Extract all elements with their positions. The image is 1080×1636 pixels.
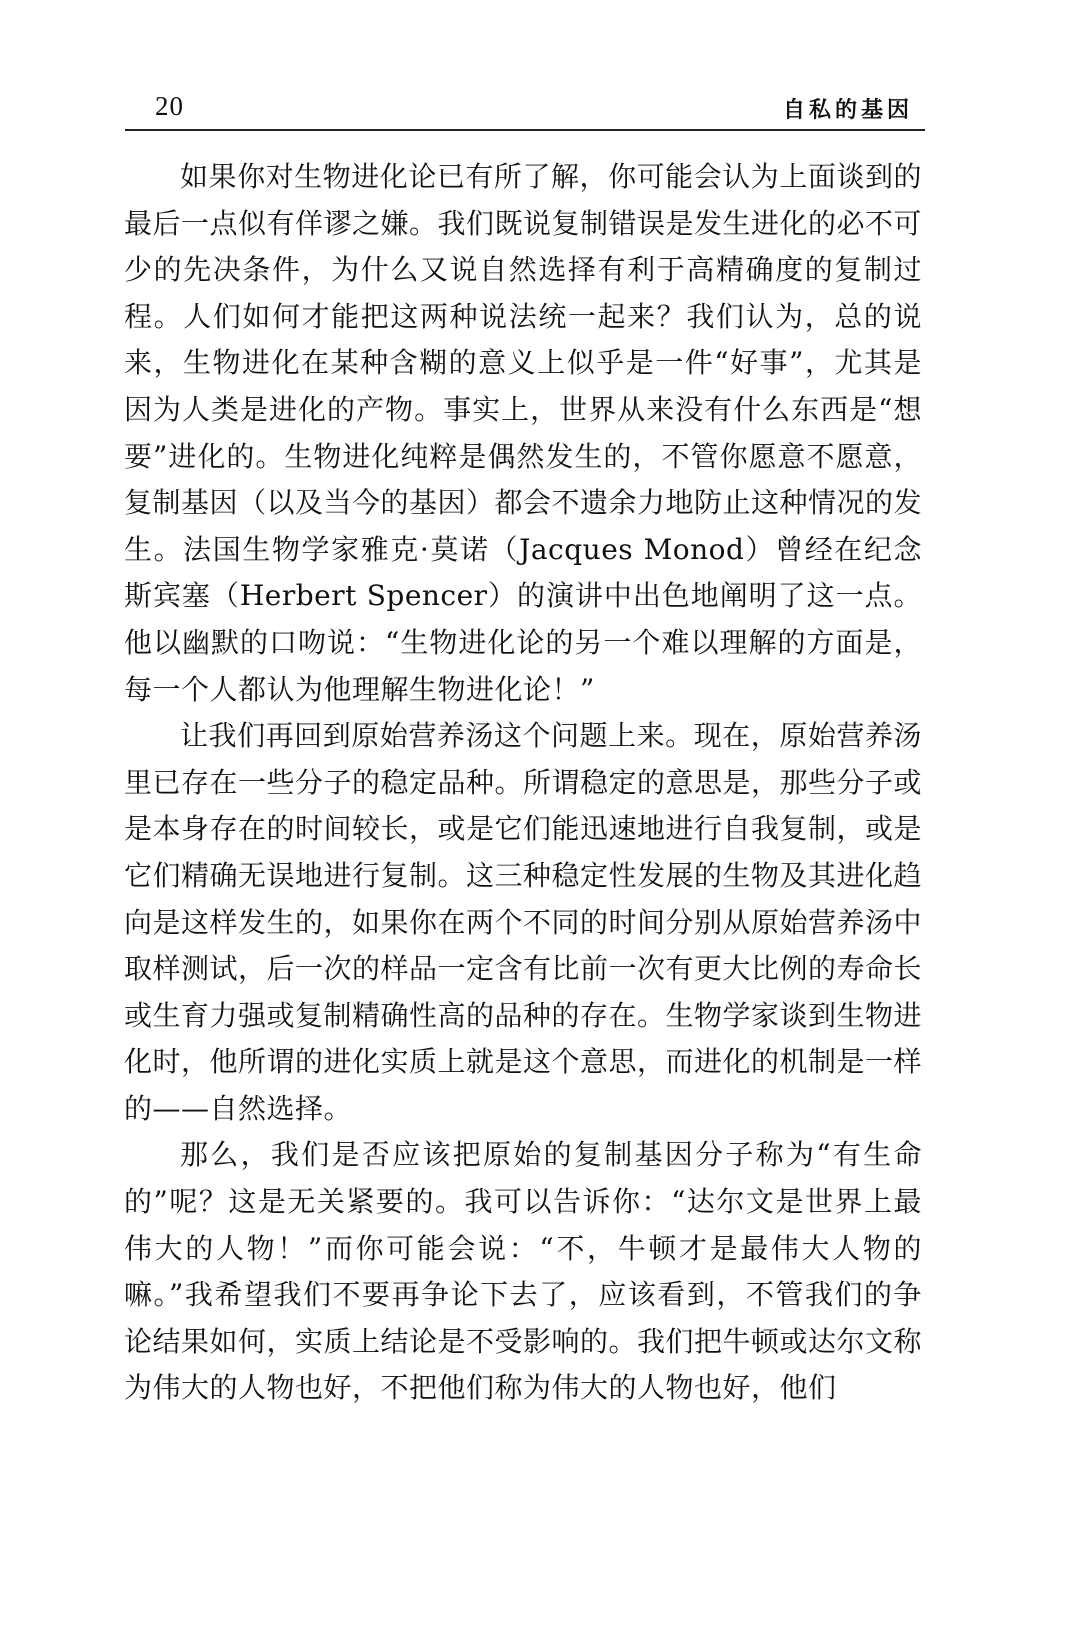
- header-rule: [125, 129, 925, 131]
- body-text: [124, 154, 922, 1412]
- paragraph: 那么，我们是否应该把原始的复制基因分子称为“有生命的”呢？这是无关紧要的。我可以告诉你：“达尔文是世界上最伟大的人物！”而你可能会说：“不，牛顿才是最伟大人物的嘛。”我希望我们不要再争论下去了，应该看到，不管我们的争论结果如何，实质上结论是不受影响的。我们把牛顿或达尔文称为伟大的人物也好，不把他们称为伟大的人物也好，他们: [124, 1138, 923, 1405]
- running-title: 自私的基因: [782, 98, 913, 123]
- page-number: 20: [155, 91, 184, 121]
- page-header: [125, 85, 925, 125]
- paragraph: 让我们再回到原始营养汤这个问题上来。现在，原始营养汤里已存在一些分子的稳定品种。所谓稳定的意思是，那些分子或是本身存在的时间较长，或是它们能迅速地进行自我复制，或是它们精确无误地进行复制。这三种稳定性发展的生物及其进化趋向是这样发生的，如果你在两个不同的时间分别从原始营养汤中取样测试，后一次的样品一定含有比前一次有更大比例的寿命长或生育力强或复制精确性高的品种的存在。生物学家谈到生物进化时，他所谓的进化实质上就是这个意思，而进化的机制是一样的——自然选择。: [124, 719, 923, 1125]
- paragraph: 如果你对生物进化论已有所了解，你可能会认为上面谈到的最后一点似有佯谬之嫌。我们既说复制错误是发生进化的必不可少的先决条件，为什么又说自然选择有利于高精确度的复制过程。人们如何才能把这两种说法统一起来？我们认为，总的说来，生物进化在某种含糊的意义上似乎是一件“好事”，尤其是因为人类是进化的产物。事实上，世界从来没有什么东西是“想要”进化的。生物进化纯粹是偶然发生的，不管你愿意不愿意，复制基因（以及当今的基因）都会不遗余力地防止这种情况的发生。法国生物学家雅克·莫诺（Jacques Monod）曾经在纪念斯宾塞（Herbert Spencer）的演讲中出色地阐明了这一点。他以幽默的口吻说：“生物进化论的另一个难以理解的方面是，每一个人都认为他理解生物进化论！”: [124, 160, 923, 706]
